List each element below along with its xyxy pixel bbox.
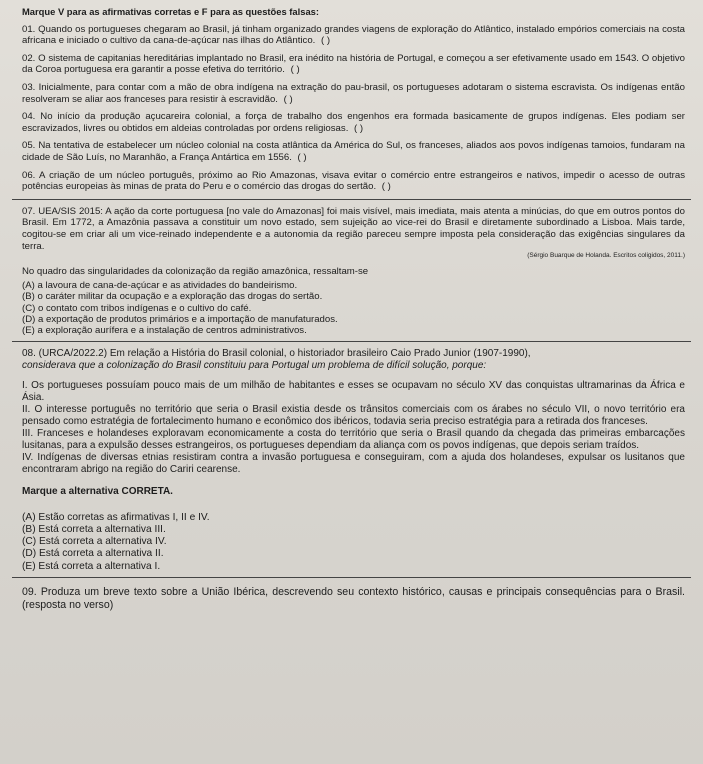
tf-item-02 [22, 53, 685, 76]
tf-item-text: 05. Na tentativa de estabelecer um núcleo colonial na costa atlântica da América do Sul, os franceses, aliados aos povos indígenas tamoios, fundaram na cidade de São Luís, no Maranhão, a França Antártica em 1556. [22, 140, 685, 163]
question-07-source: (Sérgio Buarque de Holanda. Escritos coligidos, 2011.) [527, 252, 685, 260]
statement-iii: III. Franceses e holandeses exploravam economicamente a costa do território que seria o Brasil quando da chegada das primeiras embarcações lusitanas, para a expulsão desses estrangeiros, os portugueses dependiam da aliança com os povos indígenas, que depois seriam traídos. [22, 427, 685, 451]
question-07-prompt: No quadro das singularidades da colonização da região amazônica, ressaltam-se [22, 266, 369, 278]
option-d[interactable]: (D) Está correta a alternativa II. [22, 548, 164, 560]
tf-item-03 [22, 82, 685, 105]
tf-item-01 [22, 24, 685, 47]
instructions-header: Marque V para as afirmativas corretas e F para as questões falsas: [22, 6, 320, 17]
tf-item-text: 06. A criação de um núcleo português, próximo ao Rio Amazonas, visava evitar o comércio entre estrangeiros e nativos, impedir o acesso de outras potências europeias às minas de prata do Peru e o comércio das drogas do sertão. [22, 169, 685, 193]
question-08-instruction: Marque a alternativa CORRETA. [22, 485, 173, 497]
statement-iv: IV. Indígenas de diversas etnias resistiram contra a invasão portuguesa e conseguiram, com a ajuda dos holandeses, expulsar os lusitanos que encontraram abrigo na região do Cariri cearense. [22, 451, 685, 475]
question-09: 09. Produza um breve texto sobre a União Ibérica, descrevendo seu contexto histórico, causas e principais consequências para o Brasil. (resposta no verso) [22, 585, 685, 611]
section-divider [12, 341, 691, 342]
option-c[interactable]: (C) Está correta a alternativa IV. [22, 536, 167, 548]
section-divider [12, 577, 691, 578]
section-divider [12, 199, 691, 200]
option-b[interactable]: (B) o caráter militar da ocupação e a exploração das drogas do sertão. [22, 291, 323, 303]
tf-answer-box[interactable]: ( ) [283, 93, 293, 105]
tf-item-text: 04. No início da produção açucareira colonial, a força de trabalho dos engenhos era formada basicamente de grupos indígenas. Eles podiam ser escravizados, livres ou obtidos em aldeias controladas por ordens religiosas. [22, 111, 685, 134]
tf-answer-box[interactable]: ( ) [290, 64, 300, 76]
tf-answer-box[interactable]: ( ) [321, 35, 331, 47]
question-07 [22, 206, 685, 337]
question-08 [22, 348, 685, 573]
question-08-intro-italic: considerava que a colonização do Brasil constituiu para Portugal um problema de difícil solução, porque: [22, 359, 487, 371]
tf-answer-box[interactable]: ( ) [381, 181, 391, 193]
option-e[interactable]: (E) a exploração aurífera e a instalação de centros administrativos. [22, 325, 307, 337]
tf-item-text: 03. Inicialmente, para contar com a mão de obra indígena na extração do pau-brasil, os portugueses adotaram o sistema escravista. Os indígenas então resolveram se aliar aos franceses para resistir à escravidão. [22, 81, 685, 105]
statement-i: I. Os portugueses possuíam pouco mais de um milhão de habitantes e esses se ocupavam no século XV das conquistas ultramarinas da África e Ásia. [22, 379, 685, 403]
statement-ii: II. O interesse português no território que seria o Brasil existia desde os trânsitos comerciais com os árabes no século VII, o novo território era pensado como estratégia de fortalecimento humano e econômico dos ibéricos, todavia seria preciso estratégia para a retirada dos franceses. [22, 403, 685, 427]
option-a[interactable]: (A) a lavoura de cana-de-açúcar e as atividades do bandeirismo. [22, 279, 298, 291]
tf-item-text: 01. Quando os portugueses chegaram ao Brasil, já tinham organizado grandes viagens de exploração do Atlântico, instalado empórios comerciais na costa africana e iniciado o cultivo da cana-de-açúcar nas ilhas do Atlântico. [22, 23, 685, 47]
question-08-intro: 08. (URCA/2022.2) Em relação a História do Brasil colonial, o historiador brasileiro Caio Prado Junior (1907-1990), [22, 347, 531, 359]
option-b[interactable]: (B) Está correta a alternativa III. [22, 523, 166, 535]
tf-item-text: 02. O sistema de capitanias hereditárias implantado no Brasil, era inédito na história de Portugal, e começou a ser efetivamente usado em 1543. O objetivo da Coroa portuguesa era garantir a posse efetiva do território. [22, 52, 685, 76]
option-d[interactable]: (D) a exportação de produtos primários e a importação de manufaturados. [22, 313, 338, 325]
tf-item-05 [22, 140, 685, 163]
tf-answer-box[interactable]: ( ) [297, 151, 307, 163]
tf-item-04 [22, 111, 685, 134]
question-07-text: 07. UEA/SIS 2015: A ação da corte portuguesa [no vale do Amazonas] foi mais visível, mais imediata, mais atenta a minúcias, do que em outros pontos do Brasil. Em 1772, a Amazônia passava a constituir um novo estado, sem sujeição ao vice-rei do Brasil e diretamente subordinado a Lisboa. Mais tarde, cogitou-se em criar ali um vice-reinado independente e a autonomia da região pareceu sempre imposta pela consideração das exigências singulares da terra. [22, 205, 685, 252]
option-a[interactable]: (A) Estão corretas as afirmativas I, II e IV. [22, 511, 210, 523]
tf-answer-box[interactable]: ( ) [354, 122, 364, 134]
tf-item-06 [22, 170, 685, 193]
option-c[interactable]: (C) o contato com tribos indígenas e o cultivo do café. [22, 302, 252, 314]
option-e[interactable]: (E) Está correta a alternativa I. [22, 560, 161, 572]
